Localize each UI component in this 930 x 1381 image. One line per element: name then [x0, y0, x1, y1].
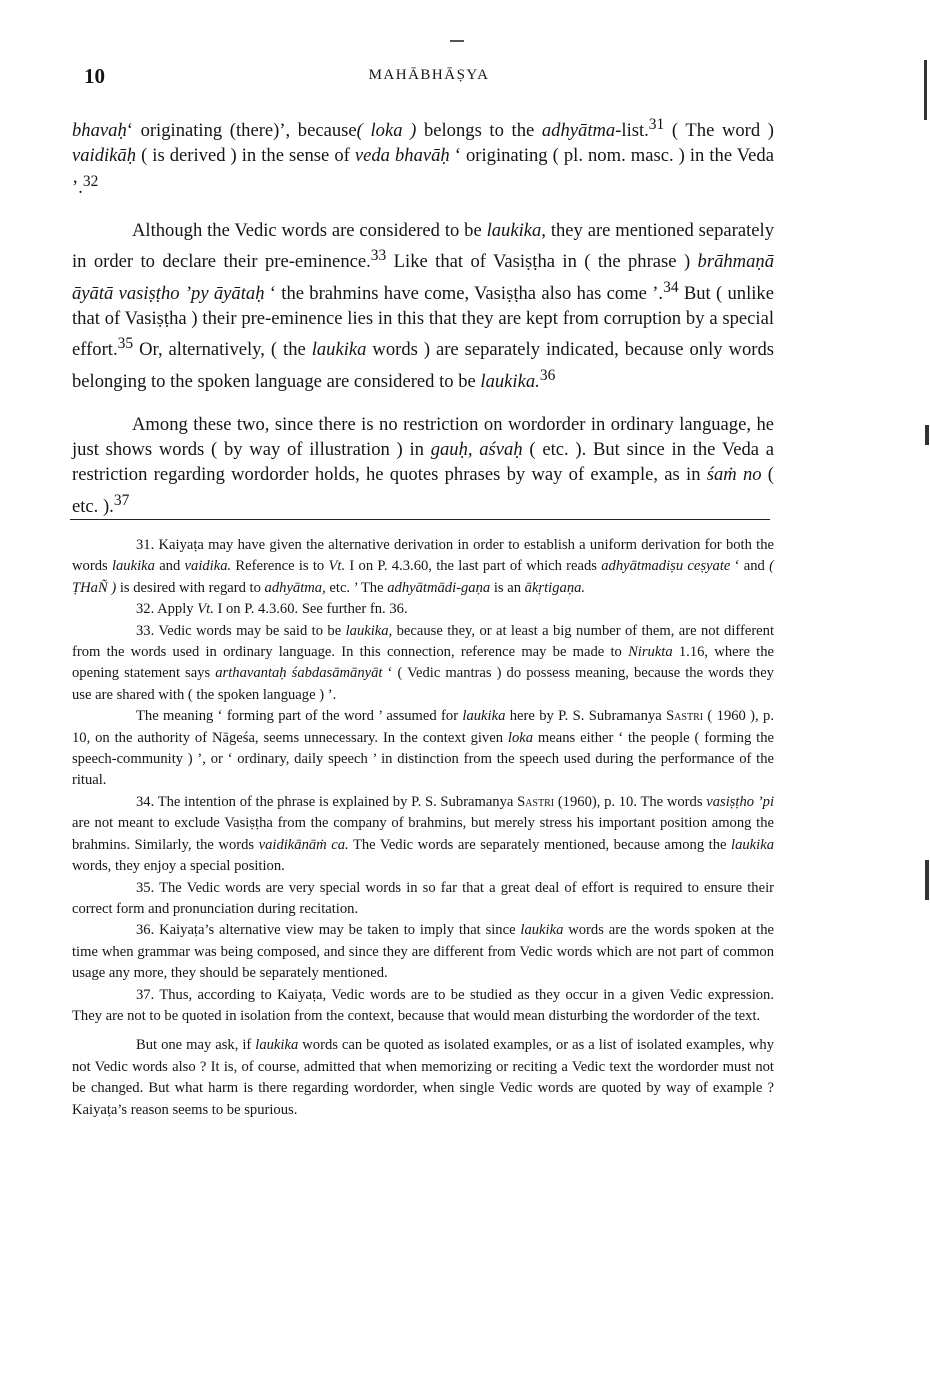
- text-run: ‘ originating ( pl. nom. masc. ) in the Veda ’.: [72, 145, 774, 198]
- page-header: [84, 64, 774, 94]
- text-run: ‘ ( Vedic mantras ) do possess meaning, because the words they use are shared with ( the spoken language ) ’.: [72, 665, 774, 703]
- term: veda bhavāḥ: [354, 145, 450, 167]
- term: adhyātmādi-gaṇa: [387, 579, 491, 596]
- text-run: I on P. 4.3.60. See further fn. 36.: [213, 601, 408, 618]
- text-run: means either ‘ the people ( forming the speech-community ) ’, or ‘ ordinary, daily speech ’ in distinction from the speech used during the performance of the ritual.: [72, 729, 774, 789]
- term: Vt.: [197, 601, 214, 618]
- term: laukika,: [486, 219, 546, 241]
- text-run: words are the words spoken at the time when grammar was being composed, and since they are different from Vedic words which are not part of common usage any more, they should be separately mentioned.: [72, 922, 774, 982]
- text-run: 36. Kaiyaṭa’s alternative view may be taken to imply that since: [136, 922, 521, 939]
- term: adhyātma: [541, 120, 616, 142]
- text-run: belongs to the: [416, 120, 542, 142]
- text-run: 1.16, where the opening statement says: [72, 644, 774, 682]
- footnote-33: [72, 621, 774, 707]
- footnote-34: [72, 792, 774, 878]
- footnote-ref: 36: [539, 366, 556, 384]
- footnote-31: [72, 535, 774, 599]
- term: laukika: [255, 1037, 299, 1054]
- term: vasiṣṭho ’pi: [706, 793, 774, 810]
- term: adhyātmadiṣu ceṣyate: [601, 558, 731, 575]
- term: ākṛtigaṇa.: [524, 579, 586, 596]
- footnote-ref: 32: [82, 172, 99, 190]
- text-run: Reference is to: [231, 558, 329, 575]
- footnote-32: [72, 599, 774, 620]
- term: śaṁ no: [706, 464, 762, 486]
- text-run: (1960), p. 10. The words: [554, 793, 707, 810]
- text-run: The Vedic words are separately mentioned, because among the: [348, 836, 732, 853]
- term: bhavaḥ: [72, 120, 127, 142]
- term: laukika: [311, 339, 367, 361]
- footnote-37-continued: [72, 1035, 774, 1121]
- text-run: ( etc. ). But since in the Veda a restriction regarding wordorder holds, he quotes phrases by way of example, as in: [72, 439, 774, 486]
- footnote-33-continued: [72, 706, 774, 792]
- term: arthavantaḥ śabdasāmānyāt: [215, 665, 383, 682]
- scan-edge-mark: [924, 60, 927, 120]
- text-run: ( etc. ).: [72, 464, 775, 517]
- text-run: 35. The Vedic words are very special words in so far that a great deal of effort is required to ensure their correct form and pronunciation during recitation.: [72, 879, 774, 917]
- text-run: 32. Apply: [136, 601, 198, 618]
- footnote-ref: 35: [117, 335, 134, 353]
- text-run: ‘ the brahmins have come, Vasiṣṭha also has come ’.: [264, 282, 664, 304]
- footnote-36: [72, 920, 774, 984]
- text-run: ( The word ): [664, 120, 774, 142]
- term: vaidikāḥ: [72, 145, 137, 167]
- text-run: here by P. S. Subramanya: [505, 708, 667, 725]
- text-run: ‘ originating (there)’, because: [126, 120, 357, 142]
- text-run: But one may ask, if: [136, 1037, 256, 1054]
- author-name: Sastri: [517, 793, 555, 810]
- text-run: 33. Vedic words may be said to be: [136, 622, 346, 639]
- footnote-rule: [70, 519, 770, 520]
- main-text: [72, 112, 774, 519]
- footnote-ref: 37: [113, 491, 130, 509]
- paragraph-2: [72, 218, 774, 394]
- text-run: words ) are separately indicated, because only words belonging to the spoken language are considered to be: [72, 339, 774, 392]
- term: Nirukta: [628, 644, 673, 661]
- text-run: -list.: [615, 120, 649, 142]
- term: ( ṬHaÑ ): [72, 558, 774, 596]
- text-run: words can be quoted as isolated examples, or as a list of isolated examples, why not Vedic words also ? It is, of course, admitted that when memorizing or reciting a Vedic text the wordorder must not be changed. But what harm is there regarding wordorder, when single Vedic words are quoted by way of example ? Kaiyaṭa’s reason seems to be spurious.: [72, 1037, 774, 1118]
- text-run: are not meant to exclude Vasiṣṭha from the company of brahmins, but merely stress his important position among the brahmins. Similarly, the words: [72, 815, 774, 853]
- text-run: 34. The intention of the phrase is explained by P. S. Subramanya: [136, 793, 518, 810]
- term: gauḥ, aśvaḥ: [430, 439, 523, 461]
- term: ( loka ): [356, 120, 417, 142]
- text-run: ( 1960 ), p. 10, on the authority of Nāgeśa, seems unnecessary. In the context given: [72, 708, 774, 746]
- scan-mark: [450, 40, 464, 42]
- text-run: Or, alternatively, ( the: [133, 339, 312, 361]
- paragraph-1: [72, 112, 774, 200]
- page-number: 10: [84, 64, 105, 88]
- term: laukika,: [345, 622, 393, 639]
- footnotes: [72, 535, 774, 1121]
- scan-edge-mark: [925, 860, 929, 900]
- term: brāhmaṇā āyātā vasiṣṭho ’py āyātaḥ: [72, 251, 774, 304]
- text-run: etc. ’ The: [325, 579, 388, 596]
- term: laukika: [111, 558, 155, 575]
- footnote-ref: 33: [370, 247, 387, 265]
- footnote-ref: 34: [663, 278, 679, 296]
- text-run: they are mentioned separately in order to declare their pre-eminence.: [72, 219, 774, 273]
- term: vaidika.: [184, 558, 232, 575]
- term: laukika: [731, 836, 774, 853]
- running-head: MAHĀBHĀṢYA: [368, 67, 490, 83]
- term: laukika: [520, 922, 564, 939]
- text-run: and: [154, 558, 185, 575]
- text-run: The meaning ‘ forming part of the word ’ assumed for: [136, 708, 463, 725]
- text-run: is an: [490, 579, 525, 596]
- text-run: 37. Thus, according to Kaiyaṭa, Vedic words are to be studied as they occur in a given Vedic expression. They are not to be quoted in isolation from the context, because that would mean disturbing the wordorder of the text.: [72, 986, 774, 1024]
- term: vaidikānāṁ ca.: [258, 836, 349, 853]
- term: laukika: [462, 708, 506, 725]
- text-run: 31. Kaiyaṭa may have given the alternative derivation in order to establish a uniform derivation for both the words: [72, 537, 774, 575]
- text-run: Like that of Vasiṣṭha in ( the phrase ): [386, 251, 698, 273]
- term: laukika.: [480, 370, 540, 392]
- text-run: I on P. 4.3.60, the last part of which reads: [345, 558, 602, 575]
- text-run: Although the Vedic words are considered to be: [132, 219, 487, 241]
- text-run: ‘ and: [730, 558, 770, 575]
- term: adhyātma,: [264, 579, 326, 596]
- text-run: because they, or at least a big number of them, are not different from the words used in ordinary language. In this connection, reference may be made to: [72, 622, 775, 661]
- footnote-37: [72, 985, 774, 1028]
- text-run: is desired with regard to: [116, 579, 265, 596]
- text-run: Among these two, since there is no restriction on wordorder in ordinary language, he just shows words ( by way of illustration ) in: [72, 413, 774, 461]
- term: loka: [507, 729, 534, 746]
- term: Vt.: [328, 558, 346, 575]
- footnote-35: [72, 878, 774, 921]
- paragraph-3: [72, 412, 774, 519]
- text-run: ( is derived ) in the sense of: [136, 145, 355, 167]
- footnote-ref: 31: [648, 116, 665, 133]
- text-run: But ( unlike that of Vasiṣṭha ) their pre-eminence lies in this that they are kept from corruption by a special effort.: [72, 282, 774, 361]
- text-run: words, they enjoy a special position.: [72, 858, 285, 875]
- author-name: Sastri: [666, 708, 704, 725]
- scan-edge-mark: [925, 425, 929, 445]
